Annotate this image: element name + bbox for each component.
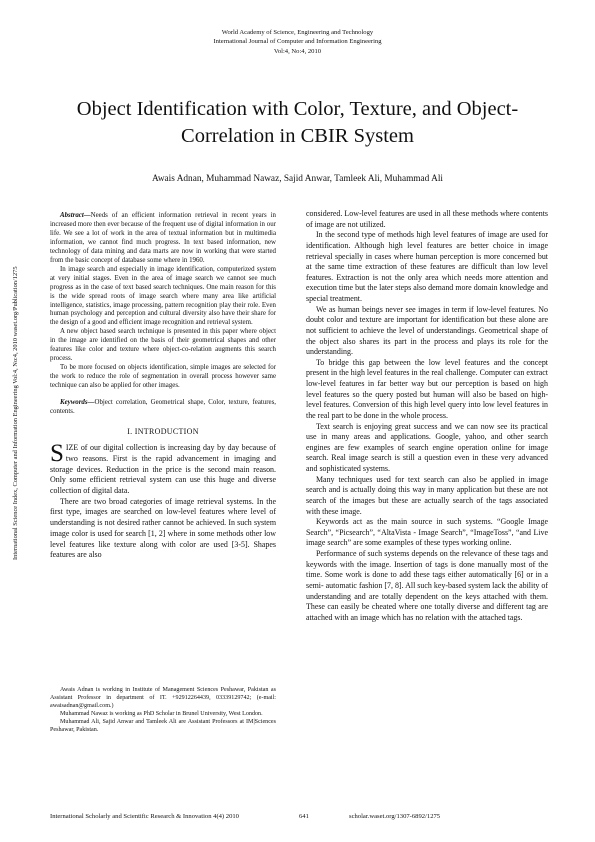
header-line-3: Vol:4, No:4, 2010: [273, 47, 322, 55]
abstract-paragraph-3: A new object based search technique is presented in this paper where object in the image are identified on the basis of their geometrical shapes and other features like color and texture where object-co-relation augments this search process.: [50, 328, 276, 363]
footer-url: scholar.waset.org/1307-6892/1275: [349, 813, 441, 820]
right-paragraph-6: Many techniques used for text search can also be applied in image search and is actually doing this way in many application but these are not search of the images but these are actually search of the tags associated with these image.: [306, 474, 548, 516]
left-column: [50, 212, 276, 561]
keywords: Keywords—Object correlation, Geometrical shape, Color, texture, features, contents.: [50, 399, 276, 416]
abstract-label: Abstract—: [60, 212, 91, 219]
page-number: 641: [299, 813, 309, 820]
right-paragraph-1: considered. Low-level features are used in all these methods where contents of image are not utilized.: [306, 209, 548, 229]
right-paragraph-4: To bridge this gap between the low level features and the concept present in the high level features in the real challenge. Computer can extract low-level features in far better way but our perception is based on high level features so the query posted but human will also be based on high-level features. Conversion of this high level query into low level features in the real part to be done in the whole process.: [306, 357, 548, 420]
abstract-paragraph-4: To be more focused on objects identification, simple images are selected for the work to reduce the role of segmentation in overall process however same technique can also be applied for other images.: [50, 364, 276, 390]
footnote-3: Muhammad Ali, Sajid Anwar and Tamleek Ali are Assistant Professors at IM|Sciences Peshawar, Pakistan.: [50, 719, 276, 734]
section-heading-introduction: I. INTRODUCTION: [127, 426, 199, 436]
abstract-paragraph-2: In image search and especially in image identification, computerized system at very initial stages. Even in the area of image search we cannot see much progress as in the case of text based search techniques. One main reason for this is the wide spread roots of image search where many area like artificial intelligence, statistics, image processing, pattern recognition play their role. Even human psychology and perception and cultural diversity also have their share for the design of a good and efficient image recognition and retrieval system.: [50, 265, 276, 327]
header-line-2: International Journal of Computer and Information Engineering: [213, 38, 382, 46]
keywords-label: Keywords—: [60, 399, 95, 407]
footnote-2: Muhammad Nawaz is working as PhD Scholar in Brunel University, West London.: [60, 711, 263, 718]
journal-header: [0, 28, 595, 56]
drop-cap: S: [50, 440, 64, 468]
right-paragraph-8: Performance of such systems depends on the relevance of these tags and keywords with the image. Insertion of tags is done manually most of the time. Some work is done to add these tags either automatically [6] or in a semi- automatic fashion [7, 8]. All such key-based system lack the ability of understanding and are totally dependent on the keys attached with them. These can easily be cheated where one totally diverse and different tag are attached with an image which has no relation with the attached tags.: [306, 549, 548, 622]
abstract-paragraph-1: Abstract—Needs of an efficient information retrieval in recent years in increased more then ever because of the frequent use of digital information in our life. We see a lot of work in the area of textual information but in multimedia information, we cannot find much progress. In text based information, new technology of data mining and data marts are now in working that were started from the basic concept of database some where in 1960.: [50, 212, 276, 264]
intro-paragraph-2: There are two broad categories of image retrieval systems. In the first type, images are searched on low-level features where level of understanding is not desired rather cannot be achieved. In such system image color is used for search [1, 2] where in some methods other low level features like texture along with color are used [3-5]. Shapes features are also: [50, 496, 276, 560]
author-list: Awais Adnan, Muhammad Nawaz, Sajid Anwar, Tamleek Ali, Muhammad Ali: [151, 174, 443, 184]
introduction-text: [50, 440, 276, 561]
footnote-1: Awais Adnan is working in Institute of Management Sciences Peshawar, Pakistan as Assistant Professor in department of IT. +92912264439, 03339129742; (e-mail: awaisadnan@gmail.com.): [50, 687, 276, 710]
footer-journal: International Scholarly and Scientific Research & Innovation 4(4) 2010: [50, 813, 239, 820]
author-footnotes: [50, 686, 276, 735]
intro-paragraph-1: SIZE of our digital collection is increasing day by day because of two reasons. First is the rapid advancement in imaging and storage devices. Reduction in the price is the second main reason. Only some efficient retrieval system can use this huge and diverse collection of digital data.: [50, 440, 276, 495]
right-paragraph-2: In the second type of methods high level features of image are used for identification. Although high level features are better choice in image retrieval specially in cases where human perception is more concerned but at the same time extraction of these features are difficult than low level features. Extraction is not the only area which needs more attention and execution time but the later steps also demand more domain knowledge and special treatment.: [306, 230, 548, 303]
right-paragraph-3: We as human beings never see images in term if low-level features. No doubt color and texture are important for identification but these alone are not sufficient to achieve the level of understandings. Geometrical shape of the object also shares its part in the process and plays its role for the understanding.: [306, 304, 548, 357]
header-line-1: World Academy of Science, Engineering and Technology: [221, 29, 374, 36]
sidebar-citation: International Science Index, Computer and Information Engineering Vol:4, No:4, 2010 waset.org/Publication/1275: [12, 266, 19, 560]
abstract: [50, 212, 276, 417]
paper-title: Object Identification with Color, Texture, and Object-Correlation in CBIR System: [76, 98, 519, 147]
right-paragraph-5: Text search is enjoying great success and we can now see its practical use in many areas and applications. Google, yahoo, and other search engines are few examples of search engine operation online for image search. Real image search is still a question even in these very advanced and sophisticated systems.: [306, 421, 548, 473]
right-column: [306, 209, 548, 623]
right-paragraph-7: Keywords act as the main source in such systems. “Google Image Search”, “Picsearch”, “AltaVista - Image Search”, “ImageToss”, “and Live image search” are some examples of these types working online.: [306, 517, 548, 548]
